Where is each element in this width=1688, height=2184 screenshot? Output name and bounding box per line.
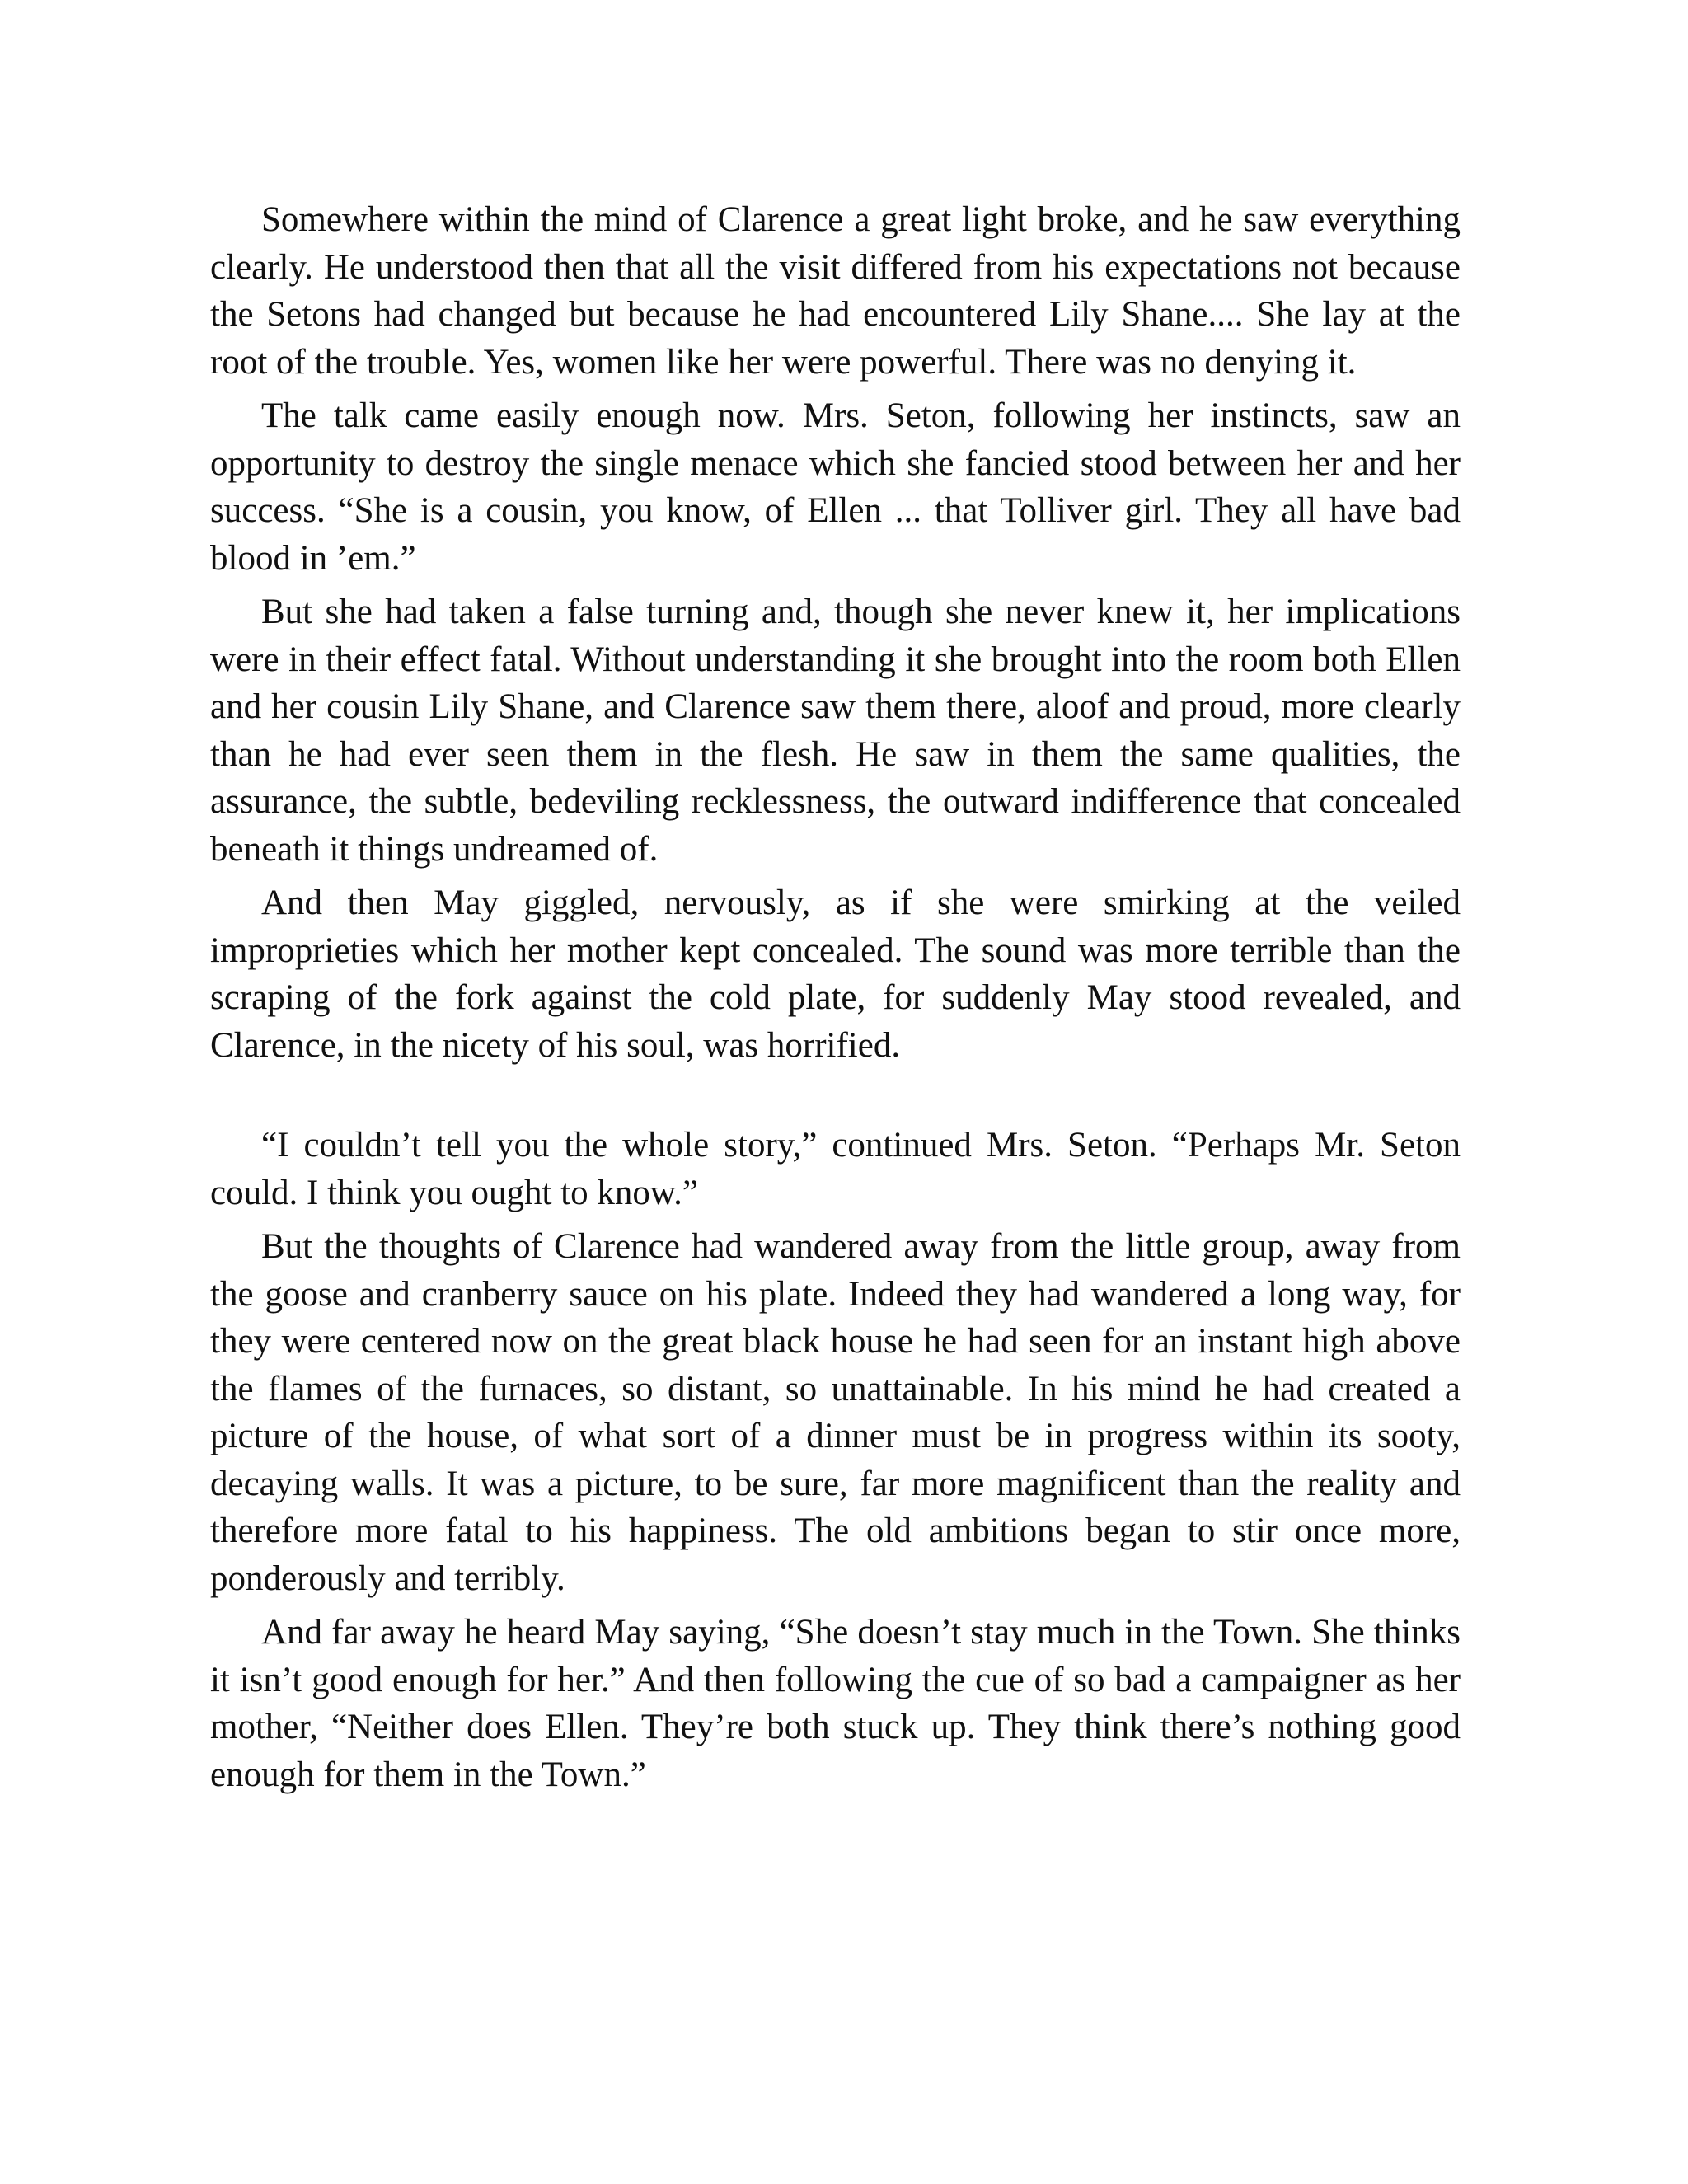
paragraph-7: And far away he heard May saying, “She doesn’t stay much in the Town. She thinks it isn’t good enough for her.” And then following the cue of so bad a campaigner as her mother, “Neither does Ellen. They’re both stuck up. They think there’s nothing good enough for them in the Town.” <box>210 1613 1461 1794</box>
paragraph-4: And then May giggled, nervously, as if she were smirking at the veiled improprieties which her mother kept concealed. The sound was more terrible than the scraping of the fork against the cold plate, for suddenly May stood revealed, and Clarence, in the nicety of his soul, was horrified. <box>210 883 1461 1065</box>
page-body-text <box>210 196 1461 1805</box>
paragraph-1: Somewhere within the mind of Clarence a great light broke, and he saw everything clearly. He understood then that all the visit differed from his expectations not because the Setons had changed but because he had encountered Lily Shane.... She lay at the root of the trouble. Yes, women like her were powerful. There was no denying it. <box>210 200 1461 382</box>
paragraph-2: The talk came easily enough now. Mrs. Seton, following her instincts, saw an opportunity to destroy the single menace which she fancied stood between her and her success. “She is a cousin, you know, of Ellen ... that Tolliver girl. They all have bad blood in ’em.” <box>210 396 1461 578</box>
paragraph-3: But she had taken a false turning and, though she never knew it, her implications were in their effect fatal. Without understanding it she brought into the room both Ellen and her cousin Lily Shane, and Clarence saw them there, aloof and proud, more clearly than he had ever seen them in the flesh. He saw in them the same qualities, the assurance, the subtle, bedeviling recklessness, the outward indifference that concealed beneath it things undreamed of. <box>210 593 1461 869</box>
paragraph-5: “I couldn’t tell you the whole story,” continued Mrs. Seton. “Perhaps Mr. Seton could. I think you ought to know.” <box>210 1126 1461 1212</box>
paragraph-6: But the thoughts of Clarence had wandered away from the little group, away from the goose and cranberry sauce on his plate. Indeed they had wandered a long way, for they were centered now on the great black house he had seen for an instant high above the flames of the furnaces, so distant, so unattainable. In his mind he had created a picture of the house, of what sort of a dinner must be in progress within its sooty, decaying walls. It was a picture, to be sure, far more magnificent than the reality and therefore more fatal to his happiness. The old ambitions began to stir once more, ponderously and terribly. <box>210 1227 1461 1598</box>
